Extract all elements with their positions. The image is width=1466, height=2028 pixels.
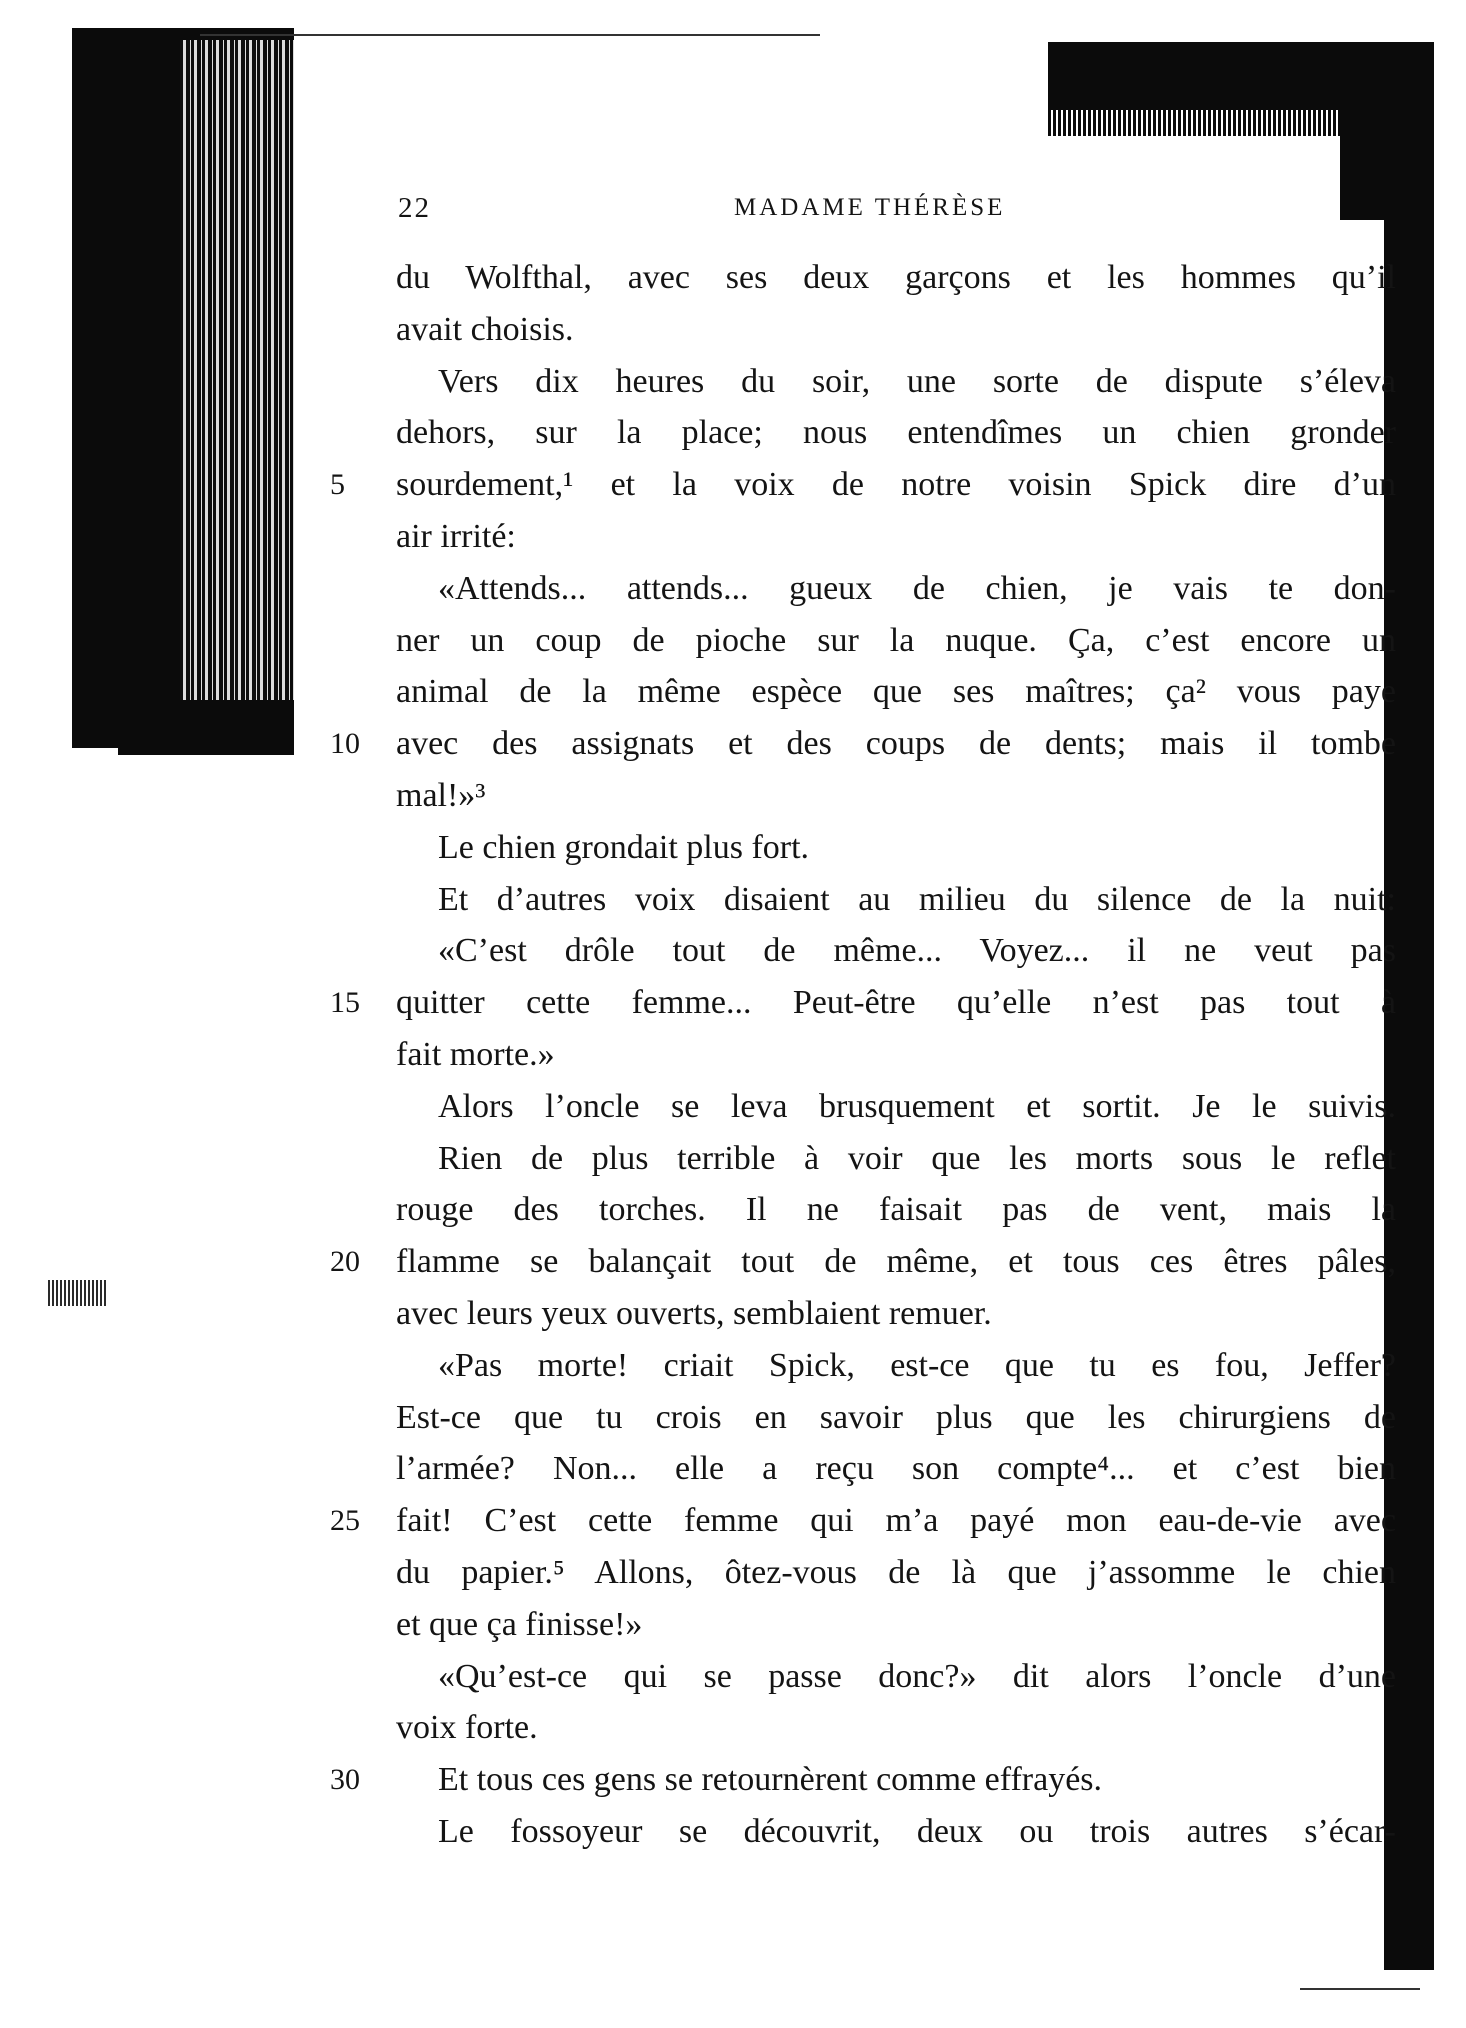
text-line <box>330 1443 1396 1495</box>
scan-streaks-top-right <box>1048 110 1378 136</box>
line-number: 5 <box>330 468 345 502</box>
scan-fringe-left <box>48 1280 108 1306</box>
line-number: 10 <box>330 727 360 761</box>
line-text: ner un coup de pioche sur la nuque. Ça, c’est encore un <box>396 621 1396 659</box>
line-text: Et tous ces gens se retournèrent comme effrayés. <box>438 1761 1103 1799</box>
text-line <box>330 511 1390 563</box>
line-text: sourdement,¹ et la voix de notre voisin Spick dire d’un <box>396 466 1396 504</box>
line-text: «Qu’est-ce qui se passe donc?» dit alors l’oncle d’une <box>438 1657 1396 1695</box>
scan-edge-top <box>200 34 820 36</box>
line-text: rouge des torches. Il ne faisait pas de vent, mais la <box>396 1191 1396 1229</box>
text-line <box>330 1029 1390 1081</box>
line-text: du papier.⁵ Allons, ôtez-vous de là que j’assomme le chien <box>396 1553 1396 1591</box>
text-line <box>330 252 1396 304</box>
text-line <box>330 1495 1396 1547</box>
line-text: quitter cette femme... Peut-être qu’elle n’est pas tout à <box>396 984 1396 1022</box>
scan-edge-bottom <box>1300 1988 1420 1990</box>
line-text: voix forte. <box>396 1709 538 1747</box>
text-line <box>330 1133 1396 1185</box>
text-line <box>330 770 1390 822</box>
line-text: mal!»³ <box>396 776 486 814</box>
line-text: animal de la même espèce que ses maîtres; ça² vous paye <box>396 673 1396 711</box>
line-text: Vers dix heures du soir, une sorte de dispute s’éleva <box>438 362 1396 400</box>
line-text: fait! C’est cette femme qui m’a payé mon eau-de-vie avec <box>396 1502 1396 1540</box>
line-text: «Pas morte! criait Spick, est-ce que tu es fou, Jeffer? <box>438 1346 1396 1384</box>
text-line <box>330 666 1396 718</box>
text-line <box>330 1236 1396 1288</box>
text-line <box>330 1340 1396 1392</box>
page-header <box>398 192 1068 232</box>
line-number: 15 <box>330 986 360 1020</box>
line-text: Rien de plus terrible à voir que les morts sous le reflet <box>438 1139 1396 1177</box>
text-line <box>330 1547 1396 1599</box>
line-text: air irrité: <box>396 517 516 555</box>
text-line <box>330 1806 1396 1858</box>
line-text: et que ça finisse!» <box>396 1605 643 1643</box>
text-line <box>330 925 1396 977</box>
scan-shadow-left-bottom <box>118 700 294 755</box>
text-line <box>330 615 1396 667</box>
text-line <box>330 874 1396 926</box>
line-text: dehors, sur la place; nous entendîmes un chien gronder <box>396 414 1396 452</box>
text-line <box>330 1754 1390 1806</box>
line-text: Alors l’oncle se leva brusquement et sortit. Je le suivis. <box>438 1087 1396 1125</box>
line-text: flamme se balançait tout de même, et tous ces êtres pâles, <box>396 1243 1396 1281</box>
running-title: MADAME THÉRÈSE <box>734 194 1006 221</box>
text-line <box>330 1392 1396 1444</box>
line-text: Le fossoyeur se découvrit, deux ou trois autres s’écar- <box>438 1812 1396 1850</box>
page-number: 22 <box>398 192 431 224</box>
text-line <box>330 1702 1390 1754</box>
line-text: du Wolfthal, avec ses deux garçons et les hommes qu’il <box>396 259 1396 296</box>
line-text: fait morte.» <box>396 1035 555 1073</box>
line-text: «C’est drôle tout de même... Voyez... il ne veut pas <box>438 932 1396 970</box>
text-line <box>330 407 1396 459</box>
line-text: avec leurs yeux ouverts, semblaient remuer. <box>396 1294 992 1332</box>
text-line <box>330 1081 1396 1133</box>
text-line <box>330 1599 1390 1651</box>
line-text: Le chien grondait plus fort. <box>438 828 810 866</box>
text-line <box>330 822 1390 874</box>
text-line <box>330 1288 1390 1340</box>
line-text: avec des assignats et des coups de dents; mais il tombe <box>396 725 1396 763</box>
text-block <box>330 252 1396 1858</box>
text-line <box>330 459 1396 511</box>
line-text: «Attends... attends... gueux de chien, je vais te don- <box>438 569 1396 607</box>
line-number: 20 <box>330 1245 360 1279</box>
line-text: Est-ce que tu crois en savoir plus que les chirurgiens de <box>396 1398 1396 1436</box>
line-number: 25 <box>330 1504 360 1538</box>
text-line <box>330 563 1396 615</box>
line-text: l’armée? Non... elle a reçu son compte⁴... et c’est bien <box>396 1450 1396 1488</box>
line-text: Et d’autres voix disaient au milieu du silence de la nuit: <box>438 880 1396 918</box>
text-line <box>330 356 1396 408</box>
text-line <box>330 977 1396 1029</box>
text-line <box>330 718 1396 770</box>
text-line <box>330 1184 1396 1236</box>
text-line <box>330 1651 1396 1703</box>
scan-streaks-left <box>180 40 294 740</box>
line-text: avait choisis. <box>396 310 574 348</box>
text-line <box>330 304 1390 356</box>
scan-shadow-corner <box>1340 110 1434 220</box>
line-number: 30 <box>330 1763 360 1797</box>
